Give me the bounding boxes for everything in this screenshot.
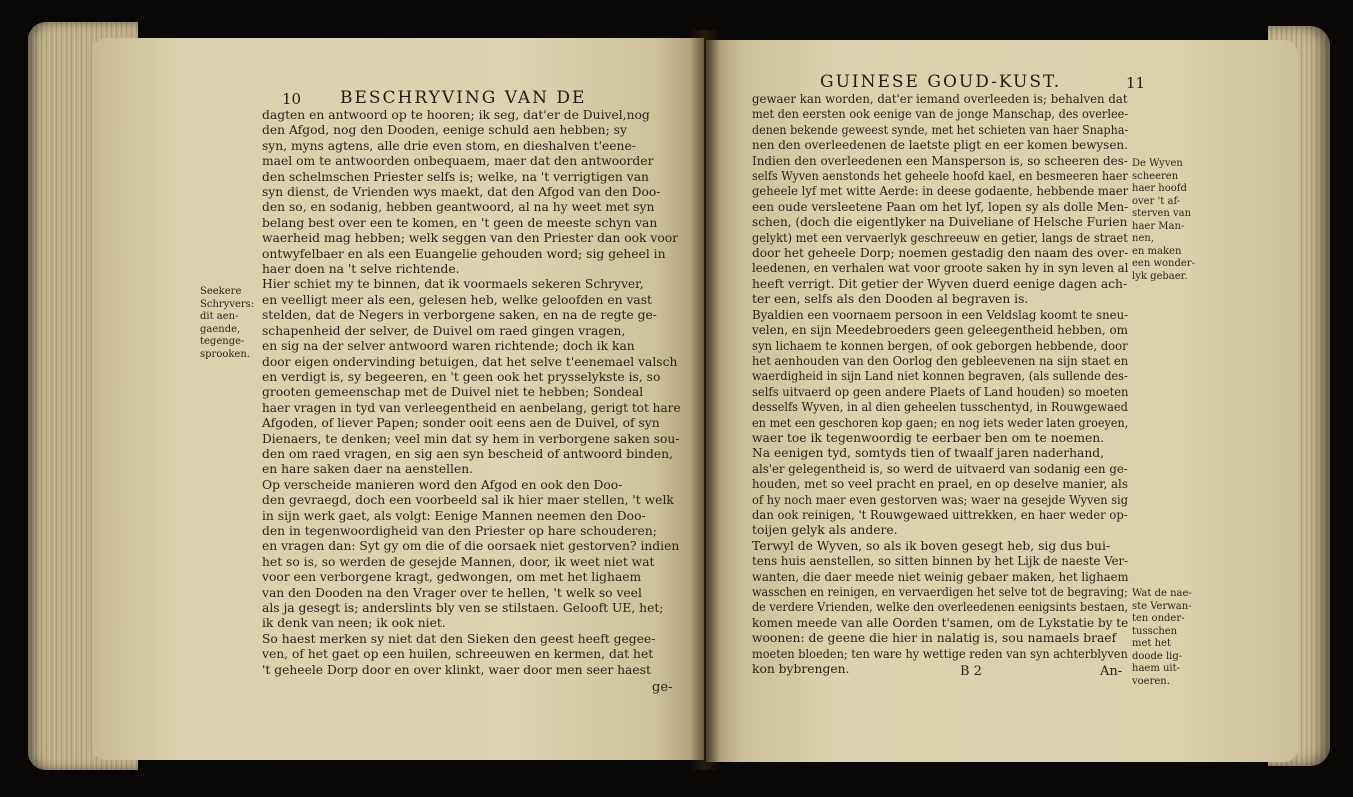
margin-note-line: Seekere [200,286,242,297]
text-line: gelykt) met een vervaerlyk geschreeuw en getier, langs de straet [752,230,1128,245]
text-line: gewaer kan worden, dat'er iemand overleeden is; behalven dat [752,92,1128,106]
text-line: en vragen dan: Syt gy om die of die oorsaek niet gestorven? indien [262,539,680,554]
text-line: belang best over een te komen, en 't geen de meeste schyn van [262,215,658,230]
text-line: schapenheid der selver, de Duivel om raed gingen vragen, [262,323,626,338]
text-line: ven, of het gaet op een huilen, schreeuwen en kermen, dat het [262,647,654,662]
text-line: geheele lyf met witte Aerde: in deese godaente, hebbende maer [752,184,1129,199]
right-catchword: An- [1100,664,1123,679]
left-body-text [262,108,680,678]
margin-note-line: haem uit- [1132,663,1181,674]
signature-mark: B 2 [960,664,982,679]
text-line: den so, en sodanig, hebben geantwoord, al na hy weet met syn [262,200,655,215]
text-line: waerheid mag hebben; welk seggen van den Priester dan ook voor [262,231,679,246]
text-line: woonen: de geene die hier in nalatig is, sou namaels braef [752,631,1117,646]
margin-note-line: De Wyven [1132,158,1183,169]
text-line: Terwyl de Wyven, so als ik boven gesegt heb, sig dus bui- [752,538,1111,553]
text-line: een oude versleetene Paan om het lyf, lopen sy als dolle Men- [752,199,1129,214]
text-line: en sig na der selver antwoord waren richtende; doch ik kan [262,339,635,354]
text-line: den gevraegd, doch een voorbeeld sal ik hier maer stellen, 't welk [262,493,674,508]
text-line: waer toe ik tegenwoordig te eerbaer ben om te noemen. [752,430,1105,445]
text-line: haer vragen in tyd van verleegentheid en aenbelang, gerigt tot hare [262,400,681,415]
right-running-head: GUINESE GOUD-KUST. [820,72,1062,92]
text-line: Indien den overleedenen een Mansperson is, so scheeren des- [752,153,1128,168]
margin-note-line: lyk gebaer. [1132,270,1188,282]
text-line: voor een verborgene kragt, gedwongen, om met het lighaem [262,570,642,585]
margin-note-line: haer Man- [1132,220,1185,232]
text-line: mael om te antwoorden onbequaem, maer dat den antwoorder [262,154,654,169]
text-line: Na eenigen tyd, somtyds tien of twaalf jaren naderhand, [752,446,1105,461]
text-line: als ja gesegt is; anderslints bly ven se stilstaen. Gelooft UE, het; [262,601,664,615]
text-line: en veelligt meer als een, gelesen heb, welke geloofden en vast [262,292,652,307]
margin-note-line: dit aen- [200,311,239,322]
margin-note-line: scheeren [1132,170,1179,182]
text-line: ontwyfelbaer en als een Euangelie gehouden word; sig geheel in [262,246,666,261]
text-line: moeten bloeden; ten ware hy wettige reden van syn achterblyven [752,646,1128,661]
text-line: ik denk van neen; ik ook niet. [262,616,446,631]
text-line: syn dienst, de Vrienden wys maekt, dat den Afgod van den Doo- [262,185,661,200]
text-line: het aenhouden van den Oorlog den gebleevenen na sijn staet en [752,353,1129,368]
margin-note-line: een wonder- [1132,258,1195,269]
left-running-head: BESCHRYVING VAN DE [340,88,587,108]
text-line: stelden, dat de Negers in verborgene saken, en na de regte ge- [262,308,657,323]
left-catchword: ge- [652,680,673,695]
text-line: en hare saken daer na aenstellen. [262,462,474,477]
text-line: den om raed vragen, en sig aen syn bescheid of antwoord binden, [262,446,673,461]
text-line: syn, myns agtens, alle drie even stom, en dieshalven t'eene- [262,138,636,153]
text-line: en verdigt is, sy begeeren, en 't geen ook het prysselykste is, so [262,369,661,384]
text-line: nen den overleedenen de laetste pligt en eer komen bewysen. [752,138,1128,153]
text-line: 't geheele Dorp door en over klinkt, waer door men seer haest [262,662,651,677]
text-line: denen bekende geweest synde, met het schieten van haer Snapha- [752,122,1129,137]
text-line: desselfs Wyven, in al dien geheelen tusschentyd, in Rouwgewaed [752,400,1128,415]
text-line: syn lichaem te konnen bergen, of ook geborgen hebbende, door [752,338,1128,353]
text-line: So haest merken sy niet dat den Sieken den geest heeft gegee- [262,631,656,646]
margin-note-line: gaende, [200,323,241,335]
text-line: Dienaers, te denken; veel min dat sy hem in verborgene saken sou- [262,431,680,446]
text-line: leedenen, en verhalen wat voor groote saken hy in syn leven al [752,261,1129,276]
text-line: houden, met so veel pracht en prael, en op deselve manier, als [752,477,1128,492]
margin-note-line: ten onder- [1132,613,1185,624]
text-line: dan ook reinigen, 't Rouwgewaed uittrekken, en haer weder op- [752,507,1128,522]
text-line: door eigen ondervinding betuigen, dat het selve t'eenemael valsch [262,354,678,369]
text-line: den schelmschen Priester selfs is; welke, na 't verrigtigen van [262,169,649,184]
text-line: den in tegenwoordigheid van den Priester op hare schouderen; [262,523,657,538]
margin-note-line: tusschen [1132,625,1178,637]
margin-note-line: ste Verwan- [1132,600,1192,612]
text-line: de verdere Vrienden, welke den overleedenen eenigsints bestaen, [752,600,1129,615]
text-line: in sijn werk gaet, als volgt: Eenige Mannen neemen den Doo- [262,508,646,523]
text-line: het so is, so werden de gesejde Mannen, door, ik weet niet wat [262,554,655,569]
right-margin-note-1 [1132,158,1200,283]
margin-note-line: met het [1132,638,1171,649]
text-line: toijen gelyk als andere. [752,523,898,538]
text-line: velen, en sijn Meedebroeders geen geleegentheid hebben, om [752,323,1128,338]
text-line: kon bybrengen. [752,662,850,677]
text-line: tens huis aenstellen, so sitten binnen by het Lijk de naeste Ver- [752,554,1129,569]
text-line: door het geheele Dorp; noemen gestadig den naam des over- [752,246,1129,261]
text-line: schen, (doch die eigentlyker na Duiveliane of Helsche Furien [752,215,1128,230]
text-line: als'er gelegentheid is, so werd de uitvaerd van sodanig een ge- [752,461,1128,476]
text-line: en met een geschoren kop gaen; en nog iets weder laten groeyen, [752,415,1129,430]
margin-note-line: over 't af- [1132,195,1181,207]
text-line: komen meede van alle Oorden t'samen, om de Lykstatie by te [752,615,1129,630]
text-line: wanten, die daer meede niet weinig gebaer maken, het lighaem [752,569,1129,584]
left-margin-note [200,286,260,361]
text-line: heeft verrigt. Dit getier der Wyven duerd eenige dagen ach- [752,276,1128,291]
right-margin-note-2 [1132,588,1200,688]
text-line: dagten en antwoord op te hooren; ik seg, dat'er de Duivel,nog [262,108,650,122]
margin-note-line: nen, [1132,233,1154,244]
right-body-text [752,92,1128,677]
text-line: grooten gemeenschap met de Duivel niet te hebben; Sondeal [262,385,644,400]
text-line: wasschen en reinigen, en vervaerdigen het selve tot de begraving; [752,585,1128,599]
text-line: Byaldien een voornaem persoon in een Veldslag koomt te sneu- [752,307,1129,322]
margin-note-line: sterven van [1132,208,1192,219]
text-line: Op verscheide manieren word den Afgod en ook den Doo- [262,477,623,492]
margin-note-line: Wat de nae- [1132,588,1192,599]
text-line: van den Dooden na den Vrager over te hellen, 't welk so veel [262,585,642,600]
text-line: den Afgod, nog den Dooden, eenige schuld aen hebben; sy [262,123,627,138]
text-line: haer doen na 't selve richtende. [262,262,460,277]
margin-note-line: haer hoofd [1132,183,1187,194]
margin-note-line: en maken [1132,245,1182,257]
right-page-number: 11 [1126,74,1146,92]
left-page-number: 10 [282,90,302,108]
margin-note-line: doode lig- [1132,650,1183,662]
text-line: of hy noch maer even gestorven was; waer na gesejde Wyven sig [752,492,1129,507]
margin-note-line: tegenge- [200,336,245,347]
text-line: selfs uitvaerd op geen andere Plaets of Land houden) so moeten [752,384,1129,399]
book-gutter [690,30,720,770]
text-line: Afgoden, of liever Papen; sonder ooit eens aen de Duivel, of syn [262,416,660,431]
text-line: met den eersten ook eenige van de jonge Manschap, des overlee- [752,107,1129,122]
margin-note-line: Schryvers: [200,298,255,310]
margin-note-line: sprooken. [200,348,250,360]
margin-note-line: voeren. [1132,675,1170,687]
text-line: selfs Wyven aenstonds het geheele hoofd kael, en besmeeren haer [752,169,1128,184]
text-line: Hier schiet my te binnen, dat ik voormaels sekeren Schryver, [262,277,644,292]
text-line: ter een, selfs als den Dooden al begraven is. [752,292,1029,307]
text-line: waerdigheid in sijn Land niet konnen begraven, (als sullende des- [752,369,1128,384]
